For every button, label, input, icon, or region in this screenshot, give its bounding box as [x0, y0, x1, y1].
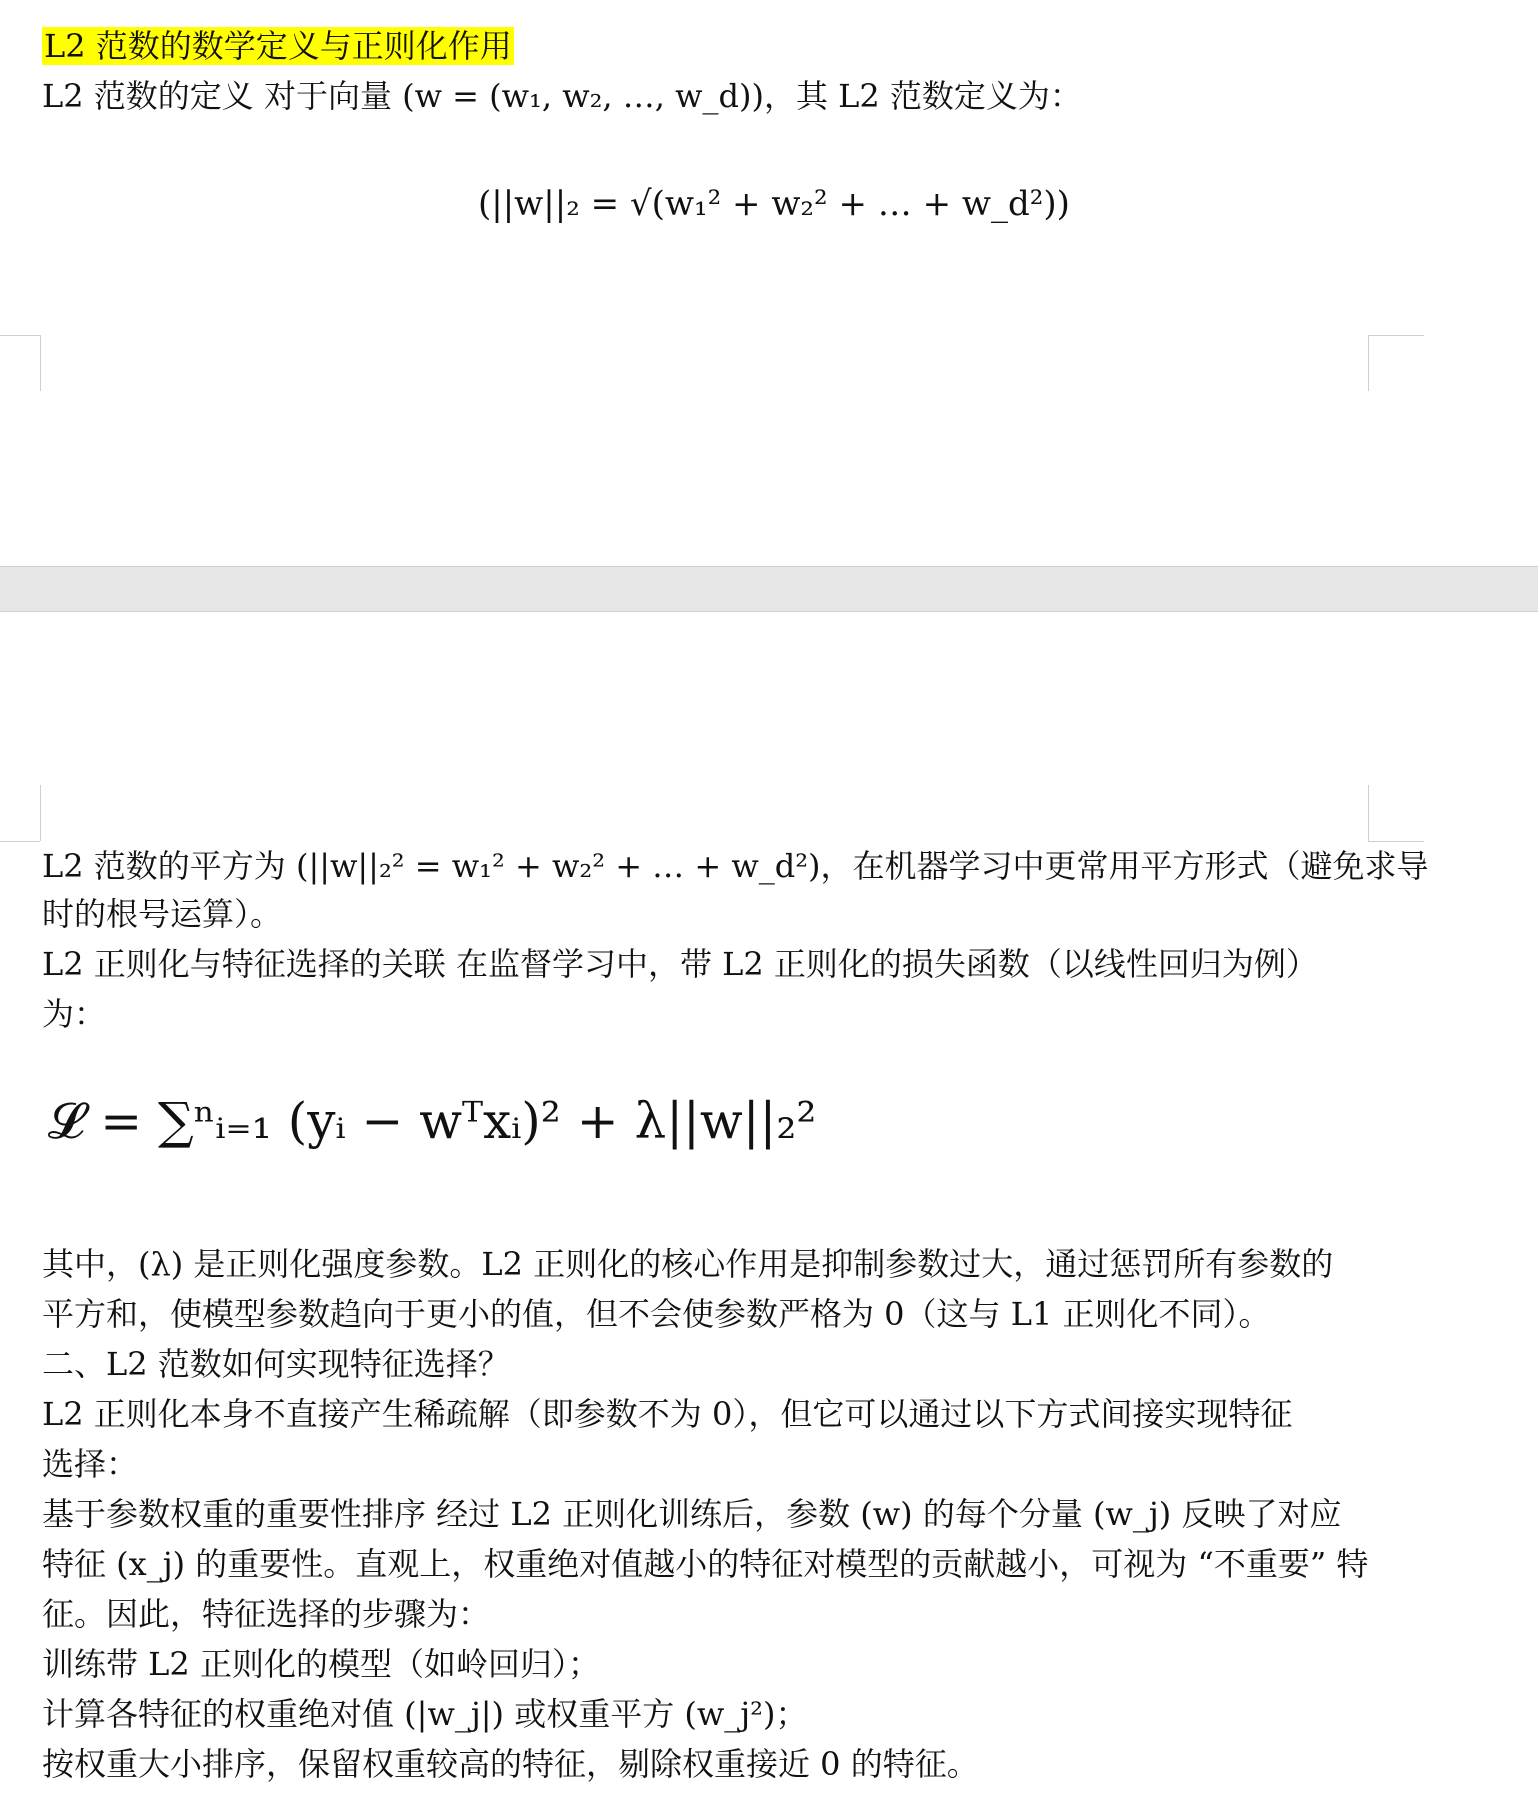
loss-function-formula: [48, 1092, 816, 1151]
paragraph-line: 基于参数权重的重要性排序 经过 L2 正则化训练后，参数 (w) 的每个分量 (w_j) 反映了对应: [42, 1495, 1342, 1533]
paragraph-line: L2 正则化本身不直接产生稀疏解（即参数不为 0），但它可以通过以下方式间接实现特征: [42, 1395, 1293, 1433]
formula-text: 𝓛 = ∑ⁿᵢ₌₁ (yᵢ − wᵀxᵢ)² + λ||w||₂²: [48, 1092, 817, 1150]
section-heading: [42, 22, 514, 70]
list-item: 训练带 L2 正则化的模型（如岭回归）；: [42, 1645, 600, 1683]
list-item: 计算各特征的权重绝对值 (|w_j|) 或权重平方 (w_j²)；: [42, 1695, 808, 1733]
page-corner-mark: [1368, 335, 1424, 336]
page-corner-mark: [1368, 335, 1369, 391]
paragraph-line: 选择：: [42, 1445, 139, 1483]
page-corner-mark: [1368, 785, 1369, 841]
page-corner-mark: [40, 335, 41, 391]
page-separator: [0, 566, 1538, 612]
paragraph-line: 为：: [42, 995, 107, 1033]
list-item: 按权重大小排序，保留权重较高的特征，剔除权重接近 0 的特征。: [42, 1745, 979, 1783]
page-corner-mark: [0, 841, 40, 842]
paragraph-line: 时的根号运算）。: [42, 895, 283, 933]
paragraph-line: 其中，(λ) 是正则化强度参数。L2 正则化的核心作用是抑制参数过大，通过惩罚所有参数的: [42, 1245, 1334, 1283]
paragraph-line: 征。因此，特征选择的步骤为：: [42, 1595, 491, 1633]
paragraph-line: L2 范数的平方为 (||w||₂² = w₁² + w₂² + … + w_d²)，在机器学习中更常用平方形式（避免求导: [42, 847, 1429, 885]
page-corner-mark: [0, 335, 41, 336]
l2-norm-formula: [478, 184, 1070, 224]
definition-line: L2 范数的定义 对于向量 (w = (w₁, w₂, …, w_d))，其 L2 范数定义为：: [42, 77, 1082, 115]
highlighted-heading: L2 范数的数学定义与正则化作用: [44, 27, 512, 65]
paragraph-line: 平方和，使模型参数趋向于更小的值，但不会使参数严格为 0（这与 L1 正则化不同）。: [42, 1295, 1271, 1333]
section-subheading: 二、L2 范数如何实现特征选择？: [42, 1345, 510, 1383]
formula-text: (||w||₂ = √(w₁² + w₂² + … + w_d²)): [478, 184, 1070, 224]
page-corner-mark: [40, 785, 41, 841]
paragraph-line: 特征 (x_j) 的重要性。直观上，权重绝对值越小的特征对模型的贡献越小，可视为 “不重要” 特: [42, 1545, 1369, 1583]
paragraph-line: L2 正则化与特征选择的关联 在监督学习中，带 L2 正则化的损失函数（以线性回归为例）: [42, 945, 1318, 983]
